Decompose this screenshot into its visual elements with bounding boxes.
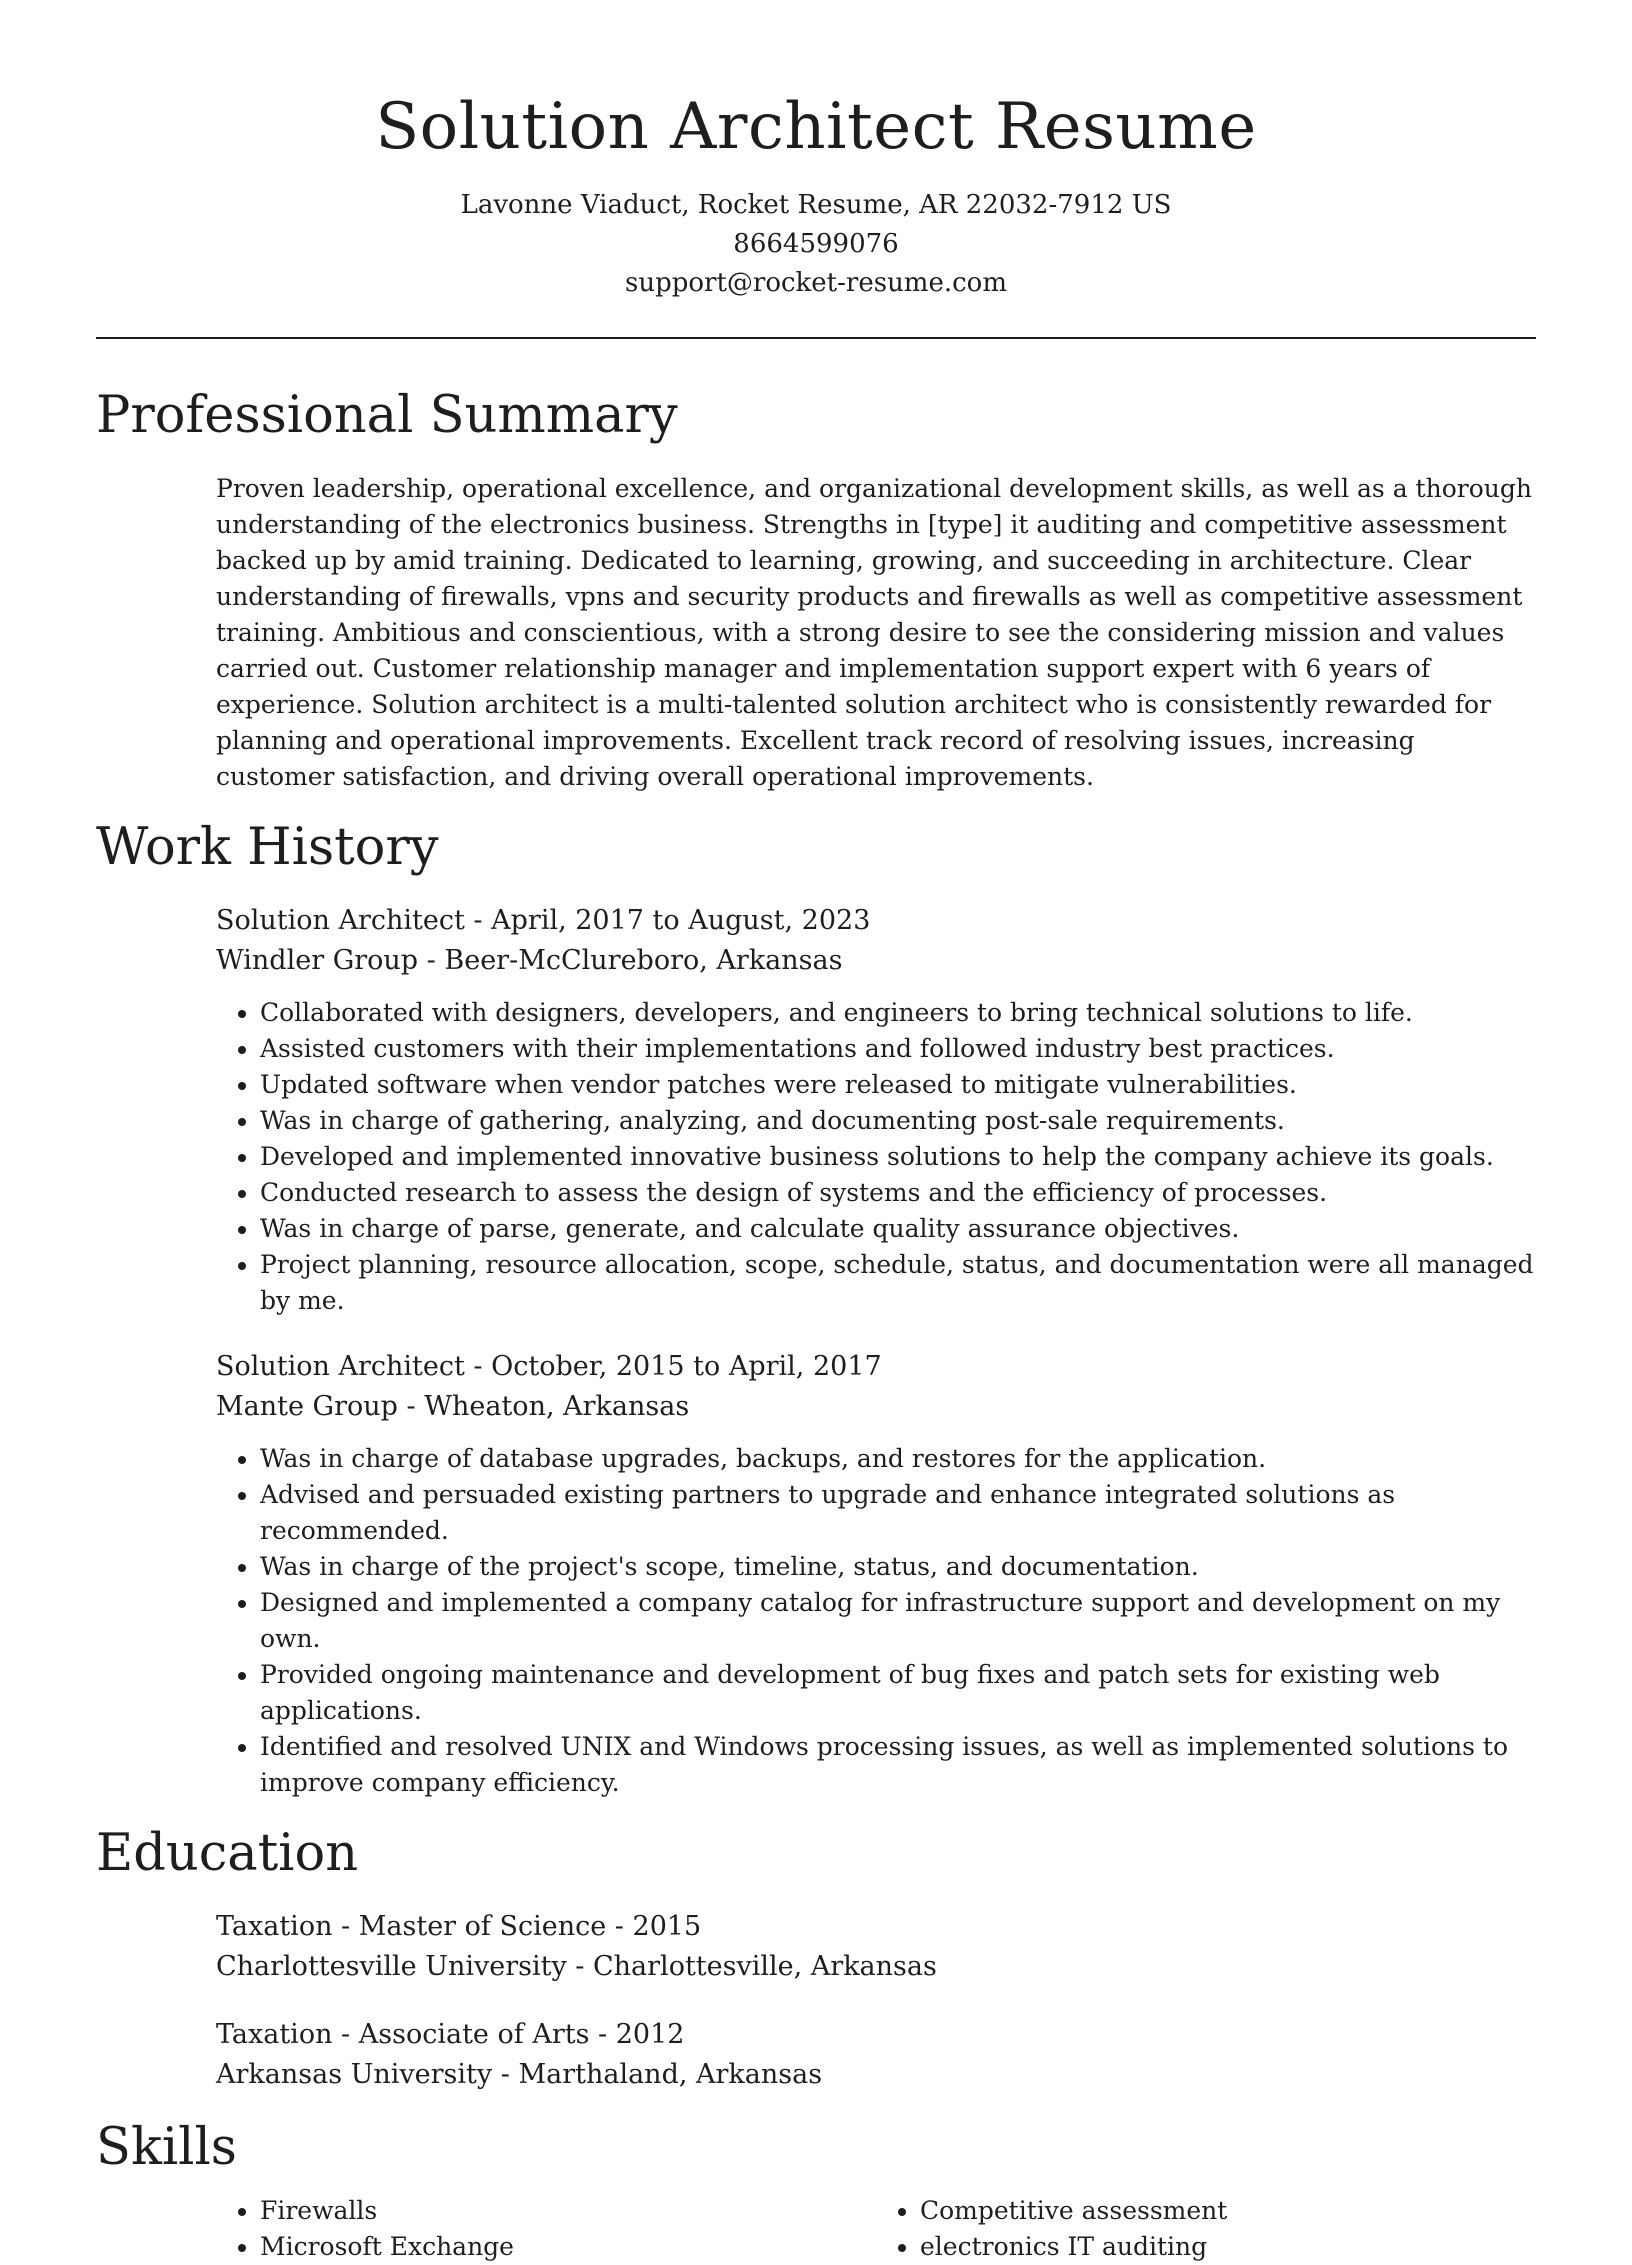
contact-block [96,186,1536,303]
job-bullet: • Was in charge of the project's scope, timeline, status, and documentation. [260,1549,1536,1585]
job-company-line [216,1387,1536,1427]
job-title-line [216,901,1536,941]
school-location: - Marthaland, Arkansas [492,2059,823,2090]
job-entry [216,901,1536,1319]
job-bullet: • Assisted customers with their implementations and followed industry best practices. [260,1031,1536,1067]
work-history-section [216,901,1536,1801]
contact-email[interactable]: support@rocket-resume.com [624,268,1007,298]
job-bullet: • Project planning, resource allocation, scope, schedule, status, and documentation were all managed by me. [260,1247,1536,1319]
education-entry [216,1907,1536,1987]
resume-title: Solution Architect Resume [375,90,1257,164]
job-company-line [216,941,1536,981]
job-bullet: • Provided ongoing maintenance and development of bug fixes and patch sets for existing web applications. [260,1657,1536,1729]
job-bullet: • Identified and resolved UNIX and Windows processing issues, as well as implemented solutions to improve company efficiency. [260,1729,1536,1801]
job-dates: - October, 2015 to April, 2017 [464,1351,882,1382]
school-line [216,1947,1536,1987]
job-bullet: • Developed and implemented innovative business solutions to help the company achieve its goals. [260,1139,1536,1175]
school-name: Arkansas University [216,2059,493,2090]
job-location: - Wheaton, Arkansas [397,1391,690,1422]
education-heading: Education [96,1824,359,1883]
skills-section [216,2193,1536,2265]
skill-item: • electronics IT auditing [920,2229,1536,2265]
skills-column-right [876,2193,1536,2265]
job-bullet: • Updated software when vendor patches were released to mitigate vulnerabilities. [260,1067,1536,1103]
degree-field: Taxation [216,1911,333,1942]
job-bullet: • Was in charge of database upgrades, backups, and restores for the application. [260,1441,1536,1477]
degree-line [216,1907,1536,1947]
resume-header [96,0,1536,303]
school-name: Charlottesville University [216,1951,567,1982]
job-title: Solution Architect [216,905,465,936]
job-title: Solution Architect [216,1351,465,1382]
contact-phone: 8664599076 [733,229,899,259]
education-section [216,1907,1536,2095]
summary-text: Proven leadership, operational excellence, and organizational development skills, as well as a thorough understanding of the electronics business. Strengths in [type] it auditing and competitive assessment backed up by amid training. Dedicated to learning, growing, and succeeding in architecture. Clear understanding of firewalls, vpns and security products and firewalls as well as competitive assessment training. Ambitious and conscientious, with a strong desire to see the considering mission and values carried out. Customer relationship manager and implementation support expert with 6 years of experience. Solution architect is a multi-talented solution architect who is consistently rewarded for planning and operational improvements. Excellent track record of resolving issues, increasing customer satisfaction, and driving overall operational improvements. [216,474,1532,791]
job-bullet: • Conducted research to assess the design of systems and the efficiency of processes. [260,1175,1536,1211]
job-entry [216,1347,1536,1801]
summary-heading: Professional Summary [96,386,678,445]
header-divider [96,337,1536,339]
skills-column-left [216,2193,876,2265]
skill-item: • Microsoft Exchange [260,2229,876,2265]
job-company: Mante Group [216,1391,398,1422]
school-location: - Charlottesville, Arkansas [566,1951,937,1982]
skill-item: • Competitive assessment [920,2193,1536,2229]
degree-field: Taxation [216,2019,333,2050]
skill-item: • Firewalls [260,2193,876,2229]
job-bullets [216,1441,1536,1801]
job-bullet: • Was in charge of parse, generate, and calculate quality assurance objectives. [260,1211,1536,1247]
job-dates: - April, 2017 to August, 2023 [464,905,871,936]
job-bullet: • Advised and persuaded existing partners to upgrade and enhance integrated solutions as recommended. [260,1477,1536,1549]
job-bullet: • Was in charge of gathering, analyzing, and documenting post-sale requirements. [260,1103,1536,1139]
contact-address: Lavonne Viaduct, Rocket Resume, AR 22032-7912 US [460,190,1172,220]
job-title-line [216,1347,1536,1387]
degree-line [216,2015,1536,2055]
job-location: - Beer-McClureboro, Arkansas [418,945,843,976]
degree-info: - Master of Science - 2015 [332,1911,702,1942]
skills-heading: Skills [96,2118,237,2177]
job-bullet: • Designed and implemented a company catalog for infrastructure support and development on my own. [260,1585,1536,1657]
school-line [216,2055,1536,2095]
education-entry [216,2015,1536,2095]
job-bullet: • Collaborated with designers, developers, and engineers to bring technical solutions to life. [260,995,1536,1031]
job-company: Windler Group [216,945,419,976]
work-history-heading: Work History [96,818,439,877]
job-bullets [216,995,1536,1319]
degree-info: - Associate of Arts - 2012 [332,2019,685,2050]
